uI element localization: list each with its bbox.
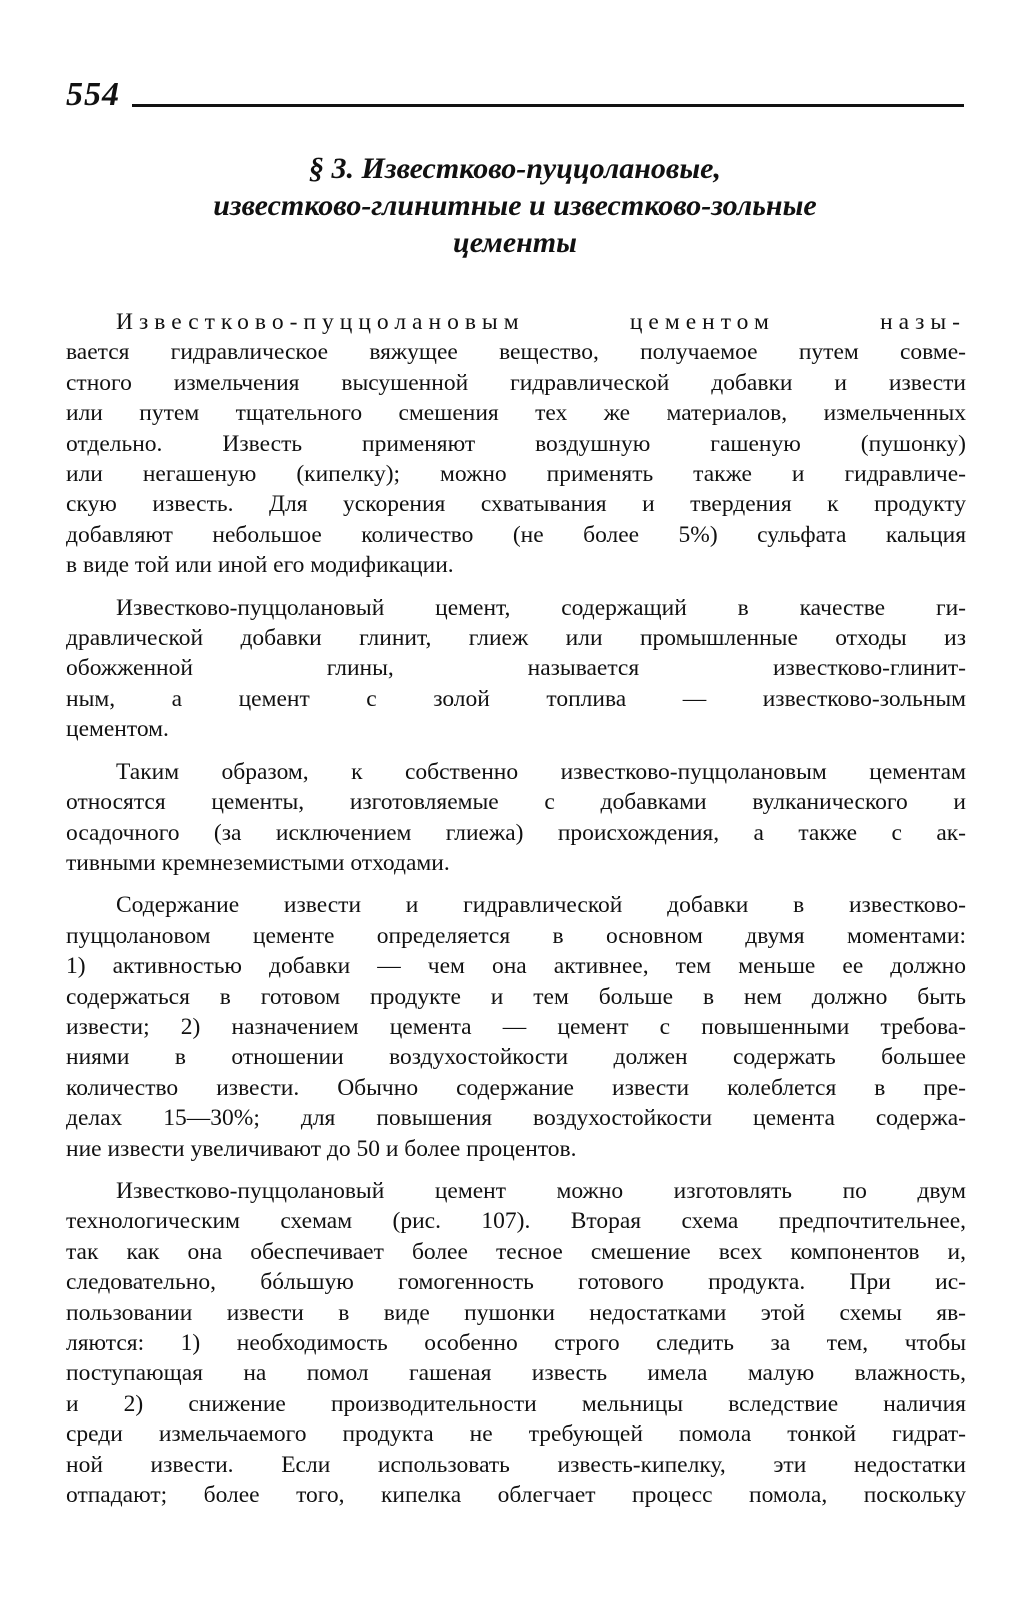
text-line: ние извести увеличивают до 50 и более процентов. [66,1135,577,1162]
section-title-line: цементы [453,226,577,259]
text-line: ной извести. Если использовать известь-кипелку, эти недостатки [66,1451,966,1478]
text-line: Известково-пуццолановый цемент, содержащий в качестве ги- [116,594,966,621]
text-line: следовательно, бóльшую гомогенность готового продукта. При ис- [66,1269,966,1296]
text-line: поступающая на помол гашеная известь имела малую влажность, [66,1360,966,1387]
text-line: или путем тщательного смешения тех же материалов, измельченных [66,400,966,427]
text-line: так как она обеспечивает более тесное смешение всех компонентов и, [66,1238,966,1265]
text-line: Содержание извести и гидравлической добавки в известково- [116,892,966,919]
text-line: содержаться в готовом продукте и тем больше в нем должно быть [66,983,966,1010]
text-line: пуццолановом цементе определяется в основном двумя моментами: [66,922,966,949]
text-line: обожженной глины, называется известково-глинит- [66,655,966,682]
text-line: или негашеную (кипелку); можно применять также и гидравличе- [66,461,966,488]
text-line: технологическим схемам (рис. 107). Вторая схема предпочтительнее, [66,1208,966,1235]
paragraph [66,593,966,745]
text-line: стного измельчения высушенной гидравлической добавки и извести [66,369,966,396]
body-text [66,307,966,1522]
section-title-line: § 3. Известково-пуццолановые, [309,152,721,185]
text-line: делах 15—30%; для повышения воздухостойкости цемента содержа- [66,1105,966,1132]
text-line: отпадают; более того, кипелка облегчает процесс помола, поскольку [66,1482,966,1509]
text-line: цементом. [66,716,169,743]
page-header [66,68,964,112]
text-line: ным, а цемент с золой топлива — известково-зольным [66,685,966,712]
text-line: тивными кремнеземистыми отходами. [66,849,450,876]
text-line [66,307,966,337]
text-line: вается гидравлическое вяжущее вещество, получаемое путем совме- [66,339,966,366]
paragraph [66,890,966,1164]
header-rule [132,104,964,107]
text-line: ниями в отношении воздухостойкости должен содержать большее [66,1044,966,1071]
text-line: ляются: 1) необходимость особенно строго следить за тем, чтобы [66,1330,966,1356]
text-line: извести; 2) назначением цемента — цемент с повышенными требова- [66,1013,966,1040]
text-line: и 2) снижение производительности мельницы вследствие наличия [66,1390,966,1417]
text-line: 1) активностью добавки — чем она активнее, тем меньше ее должно [66,953,966,980]
text-line: количество извести. Обычно содержание извести колеблется в пре- [66,1074,966,1101]
text-line: отдельно. Известь применяют воздушную гашеную (пушонку) [66,430,966,457]
paragraph [66,1176,966,1510]
text-line: скую известь. Для ускорения схватывания и твердения к продукту [66,491,966,518]
text-line: осадочного (за исключением глиежа) происхождения, а также с ак- [66,819,966,846]
text-line: дравлической добавки глинит, глиеж или промышленные отходы из [66,625,966,652]
text-line: среди измельчаемого продукта не требующей помола тонкой гидрат- [66,1421,966,1448]
text-line: в виде той или иной его модификации. [66,552,454,579]
paragraph [66,307,966,581]
text-line: пользовании извести в виде пушонки недостатками этой схемы яв- [66,1299,966,1326]
section-title [66,150,964,261]
spaced-term: Известково-пуццолановым цементом назы- [116,309,966,335]
text-line: добавляют небольшое количество (не более 5%) сульфата кальция [66,521,966,548]
page-number: 554 [66,76,120,113]
text-line: Таким образом, к собственно известково-пуццолановым цементам [116,758,966,785]
text-line: Известково-пуццолановый цемент можно изготовлять по двум [116,1177,966,1204]
paragraph [66,757,966,879]
text-line: относятся цементы, изготовляемые с добавками вулканического и [66,789,966,816]
section-title-line: известково-глинитные и известково-зольные [213,189,817,222]
